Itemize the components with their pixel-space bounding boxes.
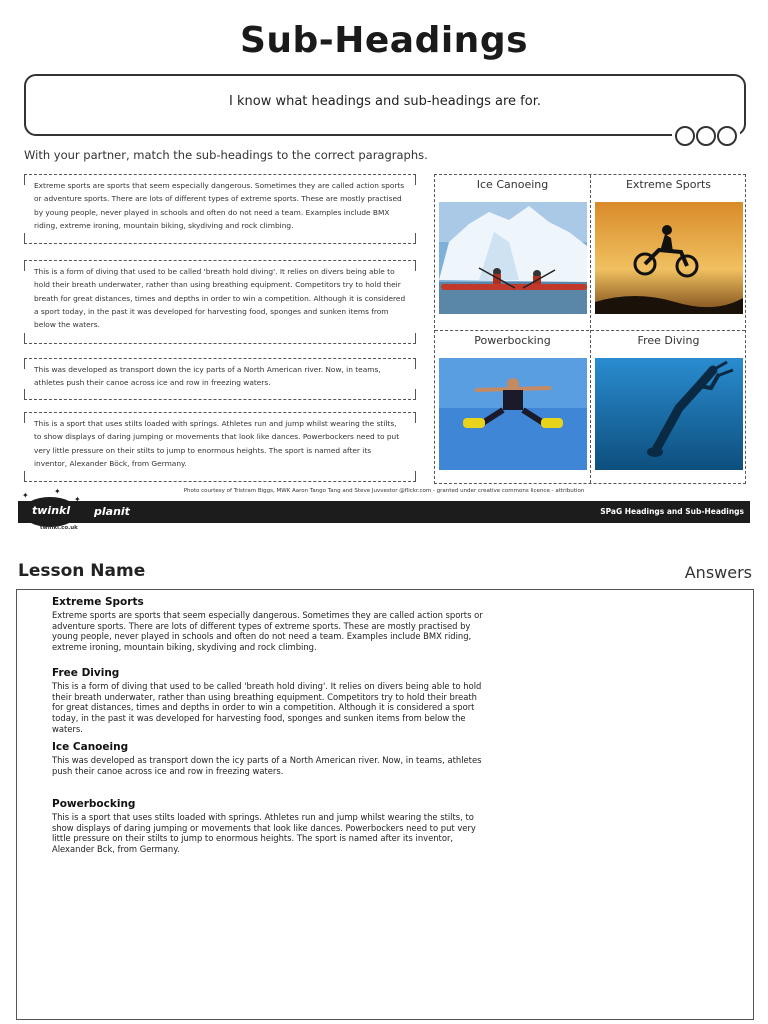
twinkl-wordmark: twinkl	[32, 504, 71, 517]
image-card-grid	[434, 174, 746, 484]
paragraph-card[interactable]	[24, 260, 416, 344]
paragraph-text: This is a form of diving that used to be called 'breath hold diving'. It relies on divers being able to hold their breath underwater, rather than using breathing equipment. Competitors try to hold their breath for great distances, times and depths in order to win a competition. Although it is considered a sport today, in the past it was developed for harvesting food, sponges and sunken items from below the waters.	[34, 267, 406, 330]
image-card-label: Free Diving	[637, 334, 700, 347]
learning-objective-text: I know what headings and sub-headings are for.	[229, 94, 541, 109]
page-title: Sub-Headings	[239, 20, 529, 61]
image-card-free-diving[interactable]	[591, 331, 746, 486]
photo-credit: Photo courtesy of Tristram Biggs, MWK Aaron Tango Tang and Steve Juvvestor @flickr.com - granted under creative commons licence - attribution	[183, 488, 585, 494]
instruction-text: With your partner, match the sub-headings to the correct paragraphs.	[24, 148, 428, 162]
image-card-label: Powerbocking	[474, 334, 551, 347]
answer-text: This is a sport that uses stilts loaded with springs. Athletes run and jump whilst wearing the stilts, to show displays of daring jumping or movements that look like dances. Powerbockers need to put very little pressure on their stilts to jump to enormous heights. The sport is named after its inventor, Alexander Bck, from Germany.	[52, 811, 476, 855]
ice-canoeing-photo	[439, 202, 587, 314]
image-card-extreme-sports[interactable]	[591, 175, 746, 330]
paragraph-text: Extreme sports are sports that seem especially dangerous. Sometimes they are called action sports or adventure sports. There are lots of different types of extreme sports. These are mostly practised by young people, never played in schools and often do not need a team. Examples include BMX riding, extreme ironing, mountain biking, skydiving and rock climbing.	[34, 181, 405, 230]
free-diving-photo	[595, 358, 743, 470]
answer-text: This was developed as transport down the icy parts of a North American river. Now, in teams, athletes push their canoe across ice and row in freezing waters.	[52, 754, 482, 776]
paragraph-text: This was developed as transport down the icy parts of a North American river. Now, in teams, athletes push their canoe across ice and row in freezing waters.	[34, 365, 381, 388]
paragraph-card[interactable]	[24, 174, 416, 244]
answer-item	[52, 668, 486, 735]
answer-heading: Powerbocking	[52, 798, 136, 810]
answer-heading: Ice Canoeing	[52, 741, 129, 753]
answer-item	[52, 597, 486, 653]
answer-heading: Extreme Sports	[52, 596, 144, 608]
powerbocking-photo	[439, 358, 587, 470]
answer-text: Extreme sports are sports that seem especially dangerous. Sometimes they are called action sports or adventure sports. There are lots of different types of extreme sports. These are mostly practised by young people, never played in schools and often do not need a team. Examples include BMX riding, extreme ironing, mountain biking, skydiving and rock climbing.	[52, 609, 483, 653]
paragraph-card[interactable]	[24, 358, 416, 400]
answer-text: This is a form of diving that used to be called 'breath hold diving'. It relies on divers being able to hold their breath underwater, rather than using breathing equipment. Competitors try to hold their breath for great distances, times and depths in order to win a competition. Although it is considered a sport today, in the past it was developed for harvesting food, sponges and sunken items from below the waters.	[52, 680, 482, 734]
twinkl-logo: ✦ ✦ ✦ twinkl twinkl.co.uk	[22, 487, 81, 531]
paragraph-text: This is a sport that uses stilts loaded with springs. Athletes run and jump whilst wearing the stilts, to show displays of daring jumping or movements that look like dances. Powerbockers need to put very little pressure on their stilts to jump to enormous heights. The sport is named after its inventor, Alexander Böck, from Germany.	[34, 419, 400, 468]
ring-icon	[717, 126, 737, 146]
answer-item	[52, 799, 486, 855]
ring-icon	[675, 126, 695, 146]
extreme-sports-photo	[595, 202, 743, 314]
planit-logo-text: planit	[94, 505, 130, 518]
footer-title: SPaG Headings and Sub-Headings	[600, 507, 744, 516]
image-card-ice-canoeing[interactable]	[435, 175, 590, 330]
twinkl-url: twinkl.co.uk	[40, 525, 78, 531]
answers-box	[16, 589, 754, 1020]
answers-label: Answers	[684, 563, 752, 582]
lesson-name-heading: Lesson Name	[18, 561, 146, 581]
learning-objective-box	[24, 74, 746, 136]
image-card-label: Extreme Sports	[625, 178, 712, 191]
image-card-powerbocking[interactable]	[435, 331, 590, 486]
rings-decoration	[672, 126, 740, 148]
answer-heading: Free Diving	[52, 667, 120, 679]
image-card-label: Ice Canoeing	[476, 178, 549, 191]
paragraph-card[interactable]	[24, 412, 416, 482]
answer-item	[52, 742, 486, 776]
ring-icon	[696, 126, 716, 146]
footer-bar	[18, 501, 750, 523]
